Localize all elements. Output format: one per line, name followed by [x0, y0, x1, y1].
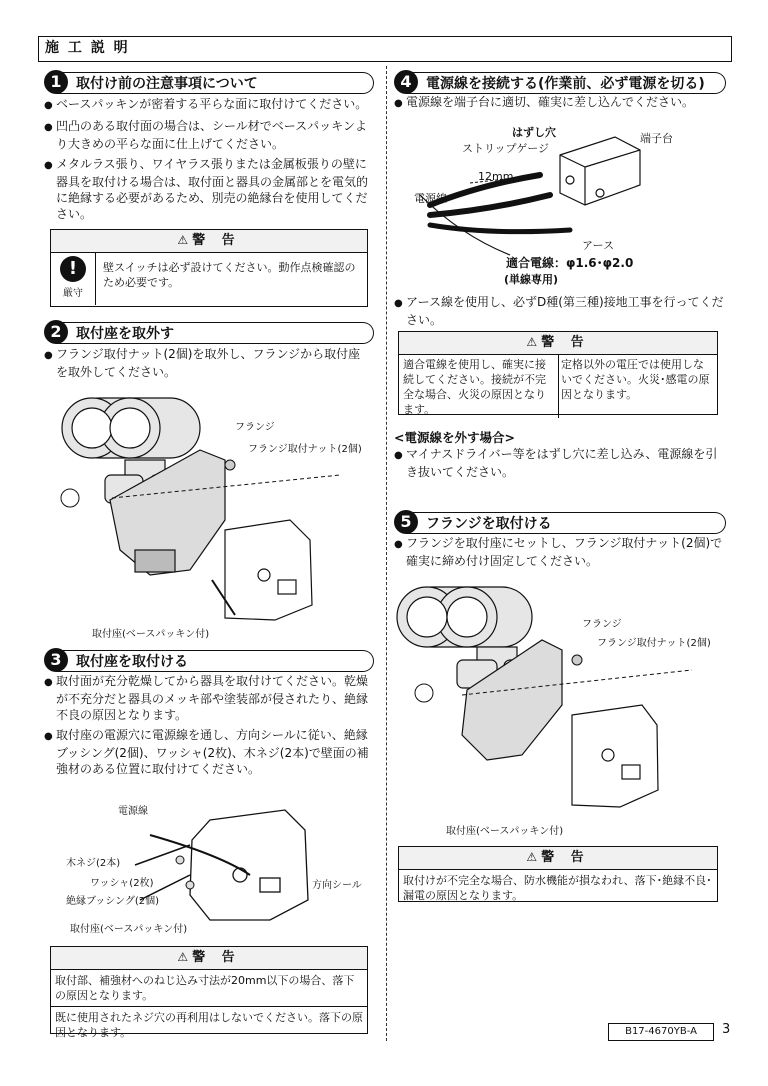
page-title: 施 工 説 明: [38, 36, 732, 62]
label-terminal: 端子台: [640, 132, 673, 145]
warning-header: [399, 332, 717, 355]
warning-header: [399, 847, 717, 870]
section-5-body: [394, 535, 724, 573]
label-bushing: 絶縁ブッシング(2個): [66, 896, 160, 907]
remove-body: [394, 446, 724, 484]
section-2-header: [44, 322, 374, 344]
warning-box-1: [50, 229, 368, 307]
section-4-header: [394, 72, 726, 94]
section-3-header: [44, 650, 374, 672]
remove-subtitle: <電源線を外す場合>: [394, 430, 515, 445]
warning-triangle-icon: ⚠: [177, 233, 189, 247]
list-item: ● 取付面が充分乾燥してから器具を取付けてください。乾燥が不充分だと器具のメッキ部や塗装部が侵されたり、絶縁不良の原因となります。: [44, 673, 374, 723]
warning-text: 壁スイッチは必ず設けてください。動作点検確認のため必要です。: [103, 261, 356, 289]
warning-header: [51, 230, 367, 253]
list-item: ● メタルラス張り、ワイヤラス張りまたは金属板張りの壁に器具を取付ける場合は、取付面と器具の金属部とを電気的に絶縁する必要があるため、別売の絶縁台を使用してください。: [44, 156, 372, 222]
list-item: ● 凹凸のある取付面の場合は、シール材でベースパッキンより大きめの平らな面に仕上げてください。: [44, 118, 372, 152]
page-number: 3: [722, 1022, 731, 1037]
section-4-body: [394, 94, 724, 116]
label-screw: 木ネジ(2本): [66, 858, 121, 869]
label-fit-wire: 適合電線：φ1.6･φ2.0: [506, 256, 634, 270]
label-flange-nut: フランジ取付ナット(2個): [597, 638, 711, 649]
list-item: ● 電源線を端子台に適切、確実に差し込んでください。: [394, 94, 724, 112]
flange-mounting-illustration: [392, 575, 722, 835]
list-item: ● 取付座の電源穴に電源線を通し、方向シールに従い、絶縁ブッシング(2個)、ワッシャ(2枚)、木ネジ(2本)で壁面の補強材のある位置に取付けてください。: [44, 727, 374, 777]
label-cable: 電源線: [414, 192, 447, 205]
warning-row: 取付部、補強材へのねじ込み寸法が20mm以下の場合、落下の原因となります。: [51, 970, 367, 1007]
section-1-body: [44, 96, 372, 226]
step-number-5: 5: [394, 510, 418, 534]
list-item: ● ベースパッキンが密着する平らな面に取付けてください。: [44, 96, 372, 114]
section-4-earth-note: [394, 294, 724, 332]
label-release-hole: はずし穴: [512, 126, 556, 139]
step-number-1: 1: [44, 70, 68, 94]
warning-title: 警 告: [541, 335, 590, 350]
warning-box-3: [50, 946, 368, 1039]
warning-triangle-icon: ⚠: [526, 850, 538, 864]
doc-code: B17-4670YB-A: [608, 1023, 714, 1041]
step-number-3: 3: [44, 648, 68, 672]
section-5-title: フランジを取付ける: [426, 516, 552, 532]
label-flange: フランジ: [235, 422, 275, 433]
list-item: ● フランジを取付座にセットし、フランジ取付ナット(2個)で確実に締め付け固定してください。: [394, 535, 724, 569]
list-item: ● フランジ取付ナット(2個)を取外し、フランジから取付座を取外してください。: [44, 346, 372, 380]
label-base: 取付座(ベースパッキン付): [70, 924, 188, 935]
section-1-title: 取付け前の注意事項について: [76, 76, 258, 92]
label-earth: アース: [582, 239, 615, 252]
warning-triangle-icon: ⚠: [177, 950, 189, 964]
label-base: 取付座(ベースパッキン付): [446, 826, 564, 837]
mandatory-label: 厳守: [63, 288, 83, 299]
warning-title: 警 告: [192, 233, 241, 248]
exclamation-icon: !: [60, 256, 86, 282]
section-4-title: 電源線を接続する(作業前、必ず電源を切る): [426, 76, 705, 92]
label-strip-gauge: ストリップゲージ: [462, 142, 550, 155]
label-flange: フランジ: [582, 619, 622, 630]
label-length: 12mm: [478, 170, 514, 183]
flange-removal-illustration: [40, 380, 380, 640]
warning-text: 取付けが不完全な場合、防水機能が損なわれ、落下･絶縁不良･漏電の原因となります。: [403, 874, 712, 902]
label-cable: 電源線: [118, 806, 148, 817]
section-3-body: [44, 673, 374, 781]
label-washer: ワッシャ(2枚): [90, 878, 154, 889]
section-2-title: 取付座を取外す: [76, 326, 174, 342]
label-single-wire: (単線専用): [504, 273, 559, 286]
mandatory-cell: [51, 252, 96, 305]
warning-text-right: 定格以外の電圧では使用しないでください。火災･感電の原因となります。: [561, 358, 710, 401]
warning-triangle-icon: ⚠: [526, 335, 538, 349]
label-flange-nut: フランジ取付ナット(2個): [248, 444, 362, 455]
column-divider: [386, 66, 387, 1041]
warning-text-left: 適合電線を使用し、確実に接続してください。接続が不完全な場合、火災の原因となります。: [399, 354, 559, 418]
list-item: ● アース線を使用し、必ずD種(第三種)接地工事を行ってください。: [394, 294, 724, 328]
warning-row: 既に使用されたネジ穴の再利用はしないでください。落下の原因となります。: [55, 1011, 363, 1039]
warning-box-5: [398, 846, 718, 902]
warning-box-4: [398, 331, 718, 415]
label-direction-seal: 方向シール: [312, 880, 362, 891]
section-1-header: [44, 72, 374, 94]
step-number-4: 4: [394, 70, 418, 94]
label-base: 取付座(ベースパッキン付): [92, 629, 210, 640]
list-item: ● マイナスドライバー等をはずし穴に差し込み、電源線を引き抜いてください。: [394, 446, 724, 480]
warning-title: 警 告: [541, 850, 590, 865]
warning-header: [51, 947, 367, 970]
section-3-title: 取付座を取付ける: [76, 654, 188, 670]
warning-title: 警 告: [192, 950, 241, 965]
section-5-header: [394, 512, 726, 534]
section-2-body: [44, 346, 372, 384]
step-number-2: 2: [44, 320, 68, 344]
